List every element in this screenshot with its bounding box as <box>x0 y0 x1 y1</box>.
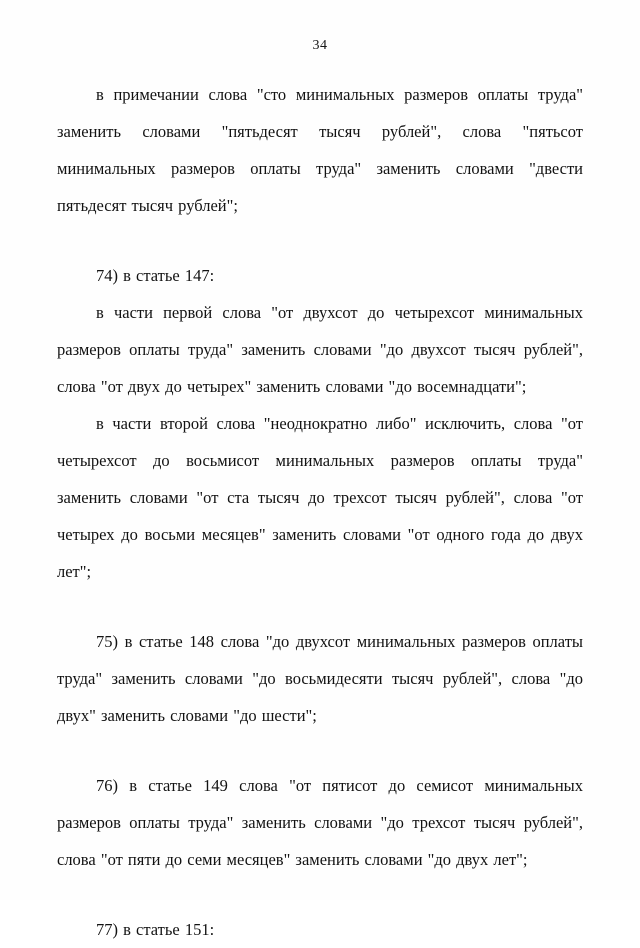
paragraph-note-amendment: в примечании слова "сто минимальных размеров оплаты труда" заменить словами "пятьдесят тысяч рублей", слова "пятьсот минимальных размеров оплаты труда" заменить словами "двести пятьдесят тысяч рублей"; <box>57 85 583 215</box>
paragraph-item-74-article-147: 74) в статье 147: <box>96 266 215 285</box>
paragraph-article-147-part-2: в части второй слова "неоднократно либо" исключить, слова "от четырехсот до восьмисот минимальных размеров оплаты труда" заменить словами "от ста тысяч до трехсот тысяч рублей", слова "от четырех до восьми месяцев" заменить словами "от одного года до двух лет"; <box>57 414 583 581</box>
paragraph-item-76-article-149: 76) в статье 149 слова "от пятисот до семисот минимальных размеров оплаты труда" заменить словами "до трехсот тысяч рублей", слова "от пяти до семи месяцев" заменить словами "до двух лет"; <box>57 776 583 869</box>
page-number: 34 <box>312 38 328 53</box>
paragraph-item-77-article-151: 77) в статье 151: <box>96 920 215 939</box>
paragraph-item-75-article-148: 75) в статье 148 слова "до двухсот минимальных размеров оплаты труда" заменить словами "до восьмидесяти тысяч рублей", слова "до двух" заменить словами "до шести"; <box>57 632 583 725</box>
paragraph-article-147-part-1: в части первой слова "от двухсот до четырехсот минимальных размеров оплаты труда" заменить словами "до двухсот тысяч рублей", слова "от двух до четырех" заменить словами "до восемнадцати"; <box>57 303 583 396</box>
